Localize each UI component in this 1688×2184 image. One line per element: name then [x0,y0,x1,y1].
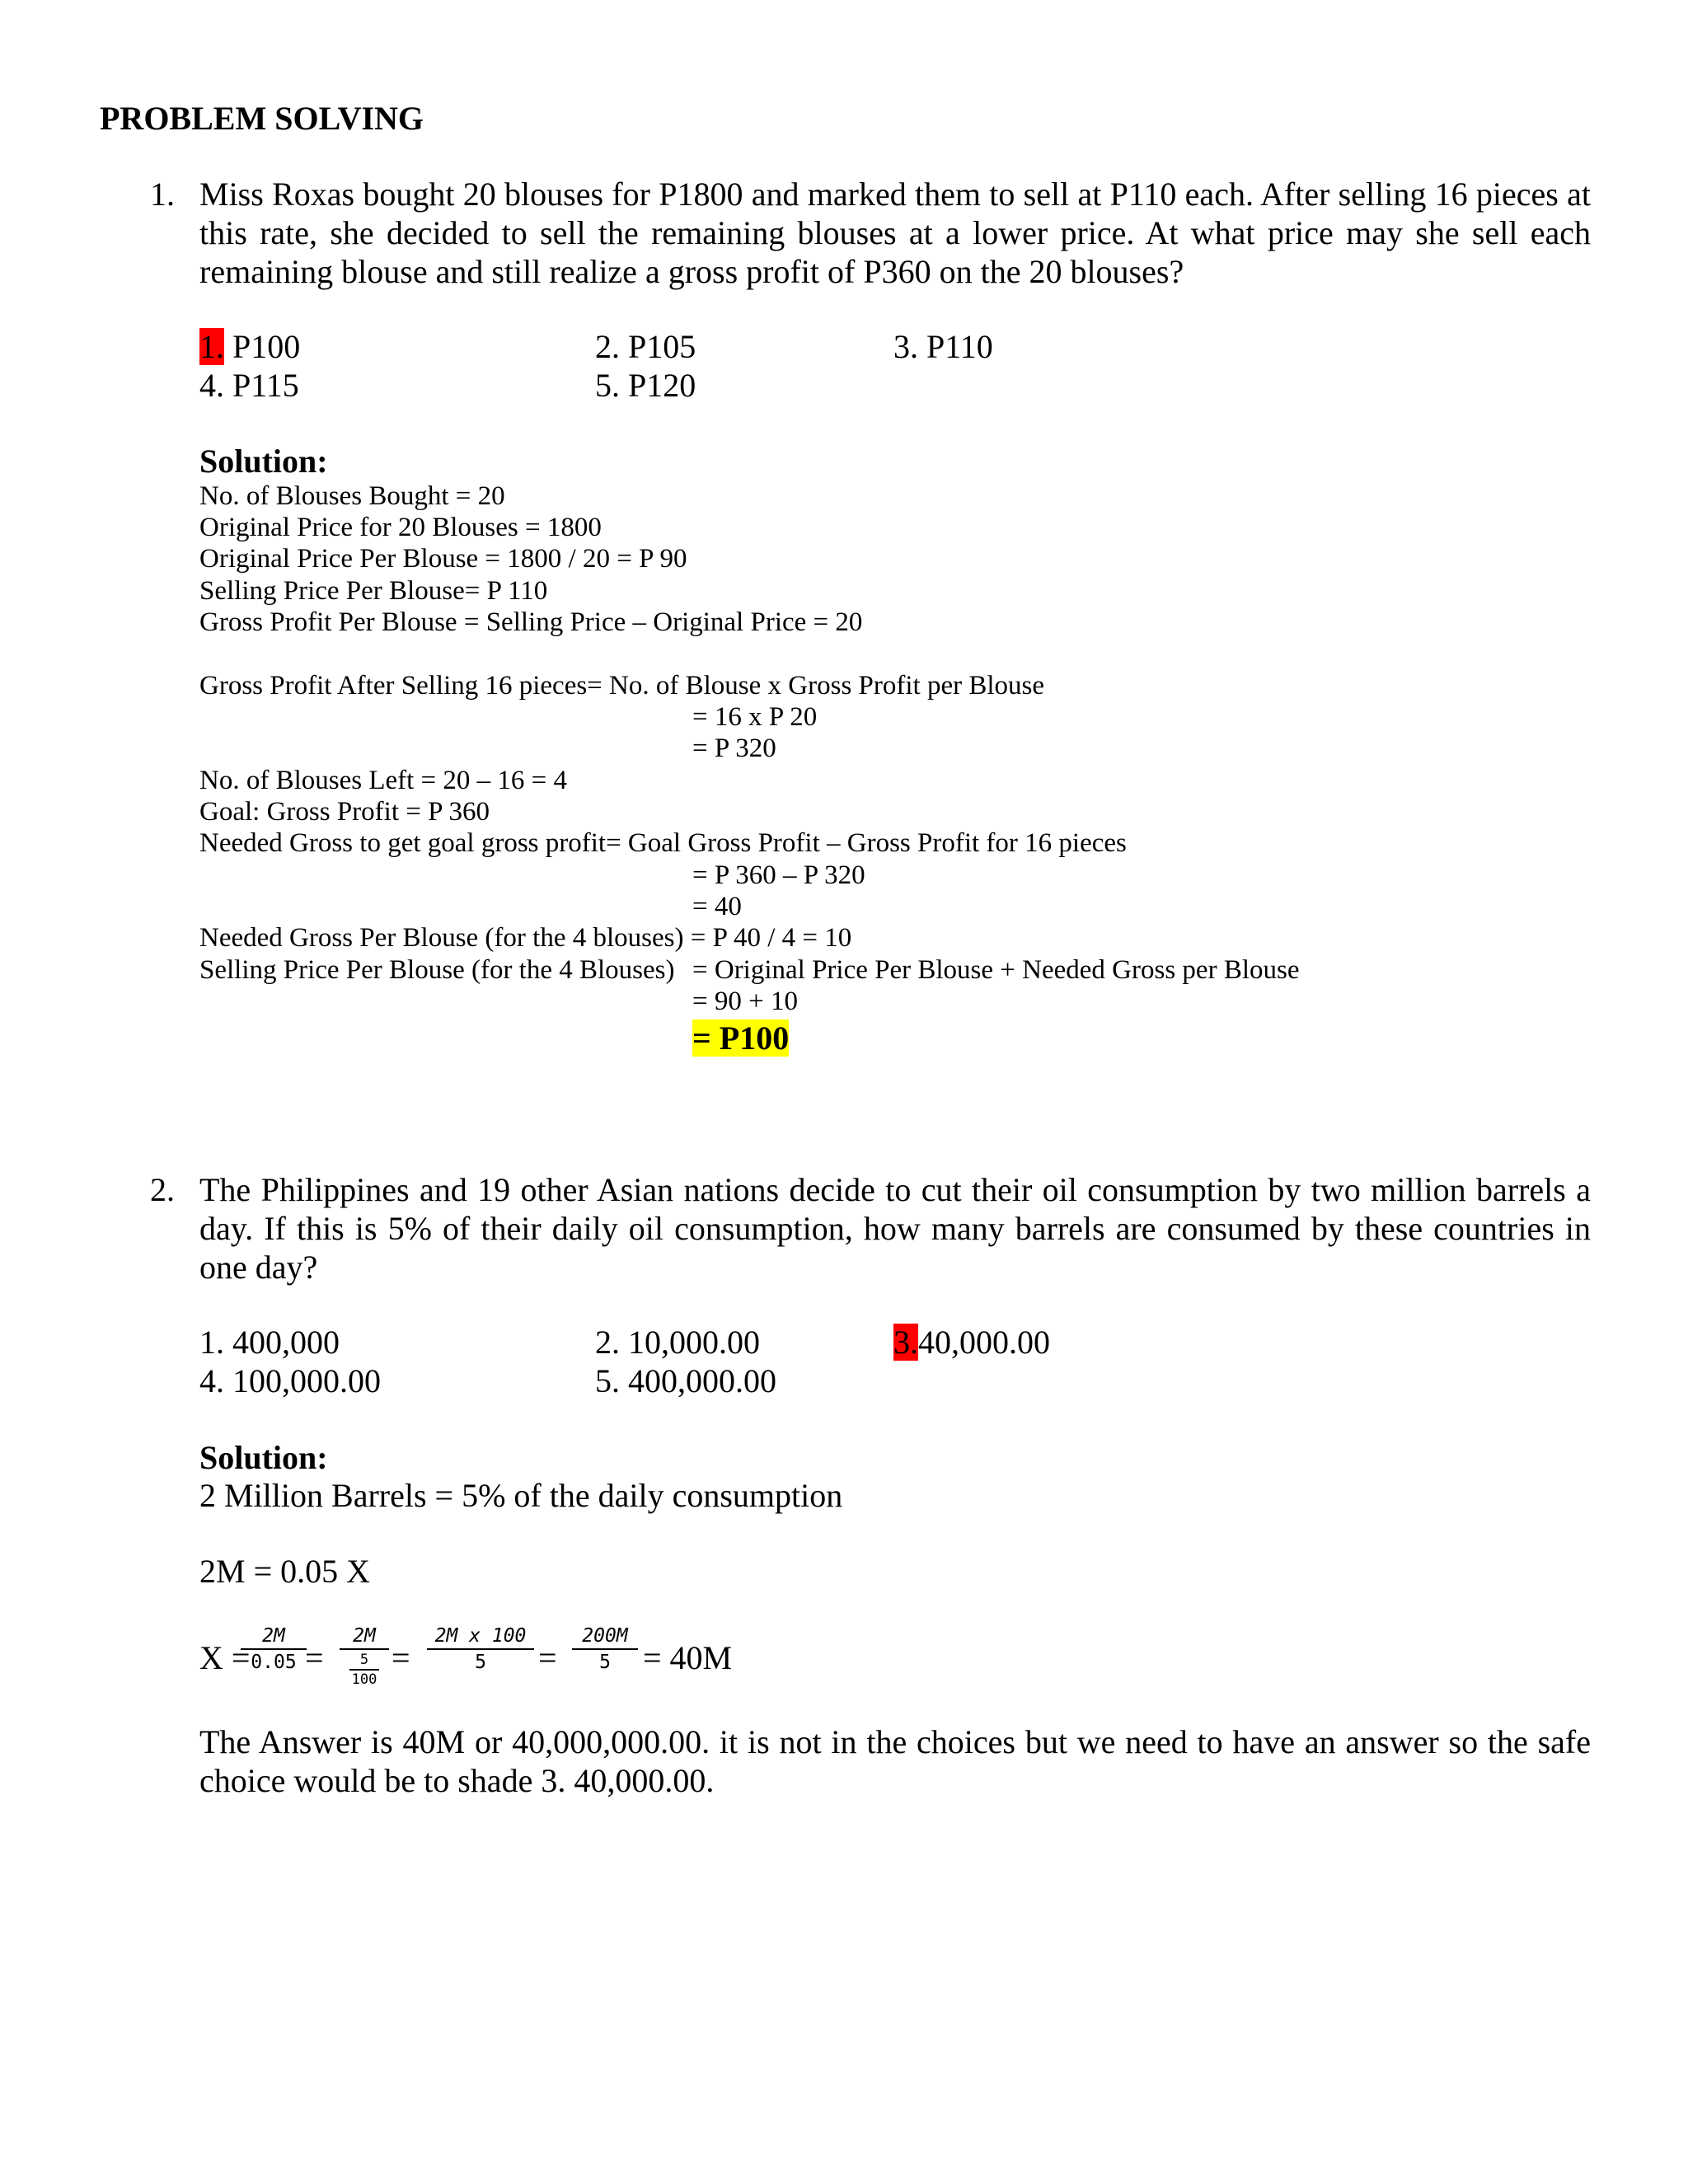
solution-line: Needed Gross to get goal gross profit= Goal Gross Profit – Gross Profit for 16 pieces [199,828,1127,858]
solution-line: No. of Blouses Bought = 20 [199,481,505,511]
solution-line: = 16 x P 20 [692,702,818,732]
choice-number: 2. [595,328,620,365]
problem-1-choice-5 [595,366,696,405]
choice-text: P110 [926,328,993,365]
choice-text: 40,000.00 [918,1324,1050,1361]
final-answer-highlight [692,1019,789,1057]
choice-text: 400,000.00 [628,1362,776,1399]
solution-line: Gross Profit After Selling 16 pieces= No. of Blouse x Gross Profit per Blouse [199,671,1045,701]
problem-2-choice-2 [595,1323,760,1361]
choice-number: 4. [199,1362,224,1399]
choice-number-highlighted: 3. [893,1324,918,1361]
solution-line: Gross Profit Per Blouse = Selling Price – Original Price = 20 [199,607,863,637]
solution-line: No. of Blouses Left = 20 – 16 = 4 [199,766,568,795]
equation-result: = 40M [643,1639,733,1676]
solution-line: Original Price for 20 Blouses = 1800 [199,513,602,542]
problem-2-number: 2. [150,1171,175,1208]
solution-line: = 40 [692,892,742,921]
solution-line: = P 320 [692,733,776,763]
problem-1-choice-4 [199,366,299,405]
choice-number: 4. [199,367,224,404]
fraction-bar [241,1648,307,1650]
problem-1-question: Miss Roxas bought 20 blouses for P1800 and marked them to sell at P110 each. After selling 16 pieces at this rate, she decided to sell the remaining blouses at a lower price. At what price may she sell each remaining blouse and still realize a gross profit of P360 on the 20 blouses? [199,176,1591,290]
equals-sign: = [538,1639,557,1676]
solution-label: Solution: [199,443,328,480]
choice-text: P115 [232,367,299,404]
choice-text: 10,000.00 [628,1324,760,1361]
solution-line: Goal: Gross Profit = P 360 [199,797,490,827]
fraction-2 [340,1625,389,1688]
solution-line: Selling Price Per Blouse= P 110 [199,576,548,606]
choice-number: 3. [893,328,918,365]
choice-text: P100 [232,328,301,365]
problem-1-choice-1 [199,327,300,366]
fraction-denominator: 0.05 [251,1652,297,1673]
problem-2-choice-3 [893,1323,1050,1361]
equals-sign: = [392,1639,410,1676]
fraction-denominator: 5 [475,1652,486,1673]
solution-line: Selling Price Per Blouse (for the 4 Blouses) [199,955,675,985]
problem-1-number: 1. [150,176,175,213]
fraction-denominator: 5 [599,1652,611,1673]
fraction-1 [241,1625,307,1673]
fraction-bar [340,1648,389,1650]
final-answer: = P100 [692,1019,790,1057]
solution-line: = 90 + 10 [692,987,798,1016]
solution-line: = P 360 – P 320 [692,860,865,890]
fraction-numerator: 2M [353,1625,376,1647]
problem-2-choice-1 [199,1323,340,1361]
choice-text: P105 [628,328,696,365]
fraction-bar [427,1648,534,1650]
page-title: PROBLEM SOLVING [100,100,424,137]
fraction-inner-bar [349,1669,379,1671]
problem-1-choice-2 [595,327,696,366]
choice-number: 5. [595,367,620,404]
fraction-inner-denominator: 100 [351,1671,377,1688]
choice-number: 1. [199,1324,224,1361]
solution-line: Needed Gross Per Blouse (for the 4 blouses) = P 40 / 4 = 10 [199,923,852,953]
choice-number-highlighted: 1. [199,328,224,365]
choice-number: 5. [595,1362,620,1399]
equation-line: 2M = 0.05 X [199,1553,371,1590]
problem-1-choice-3 [893,327,993,366]
fraction-numerator: 200M [582,1625,628,1647]
choice-text: P120 [628,367,696,404]
fraction-numerator: 2M [262,1625,285,1647]
fraction-numerator: 2M x 100 [434,1625,527,1647]
problem-2-choice-4 [199,1361,381,1400]
fraction-inner-numerator: 5 [359,1652,369,1668]
fraction-3 [427,1625,534,1673]
solution-line: 2 Million Barrels = 5% of the daily consumption [199,1477,843,1514]
choice-text: 400,000 [232,1324,340,1361]
solution-label: Solution: [199,1439,328,1476]
problem-2-question: The Philippines and 19 other Asian nations decide to cut their oil consumption by two million barrels a day. If this is 5% of their daily oil consumption, how many barrels are consumed by these countries in one day? [199,1171,1591,1286]
problem-2-choice-5 [595,1361,776,1400]
conclusion-text: The Answer is 40M or 40,000,000.00. it is not in the choices but we need to have an answer so the safe choice would be to shade 3. 40,000.00. [199,1723,1591,1799]
fraction-4 [572,1625,638,1673]
solution-line: Original Price Per Blouse = 1800 / 20 = P 90 [199,544,687,574]
fraction-bar [572,1648,638,1650]
equals-sign: = [305,1639,324,1676]
equation-lhs: X = [199,1639,251,1676]
solution-line: = Original Price Per Blouse + Needed Gross per Blouse [692,955,1300,985]
choice-text: 100,000.00 [232,1362,381,1399]
choice-number: 2. [595,1324,620,1361]
